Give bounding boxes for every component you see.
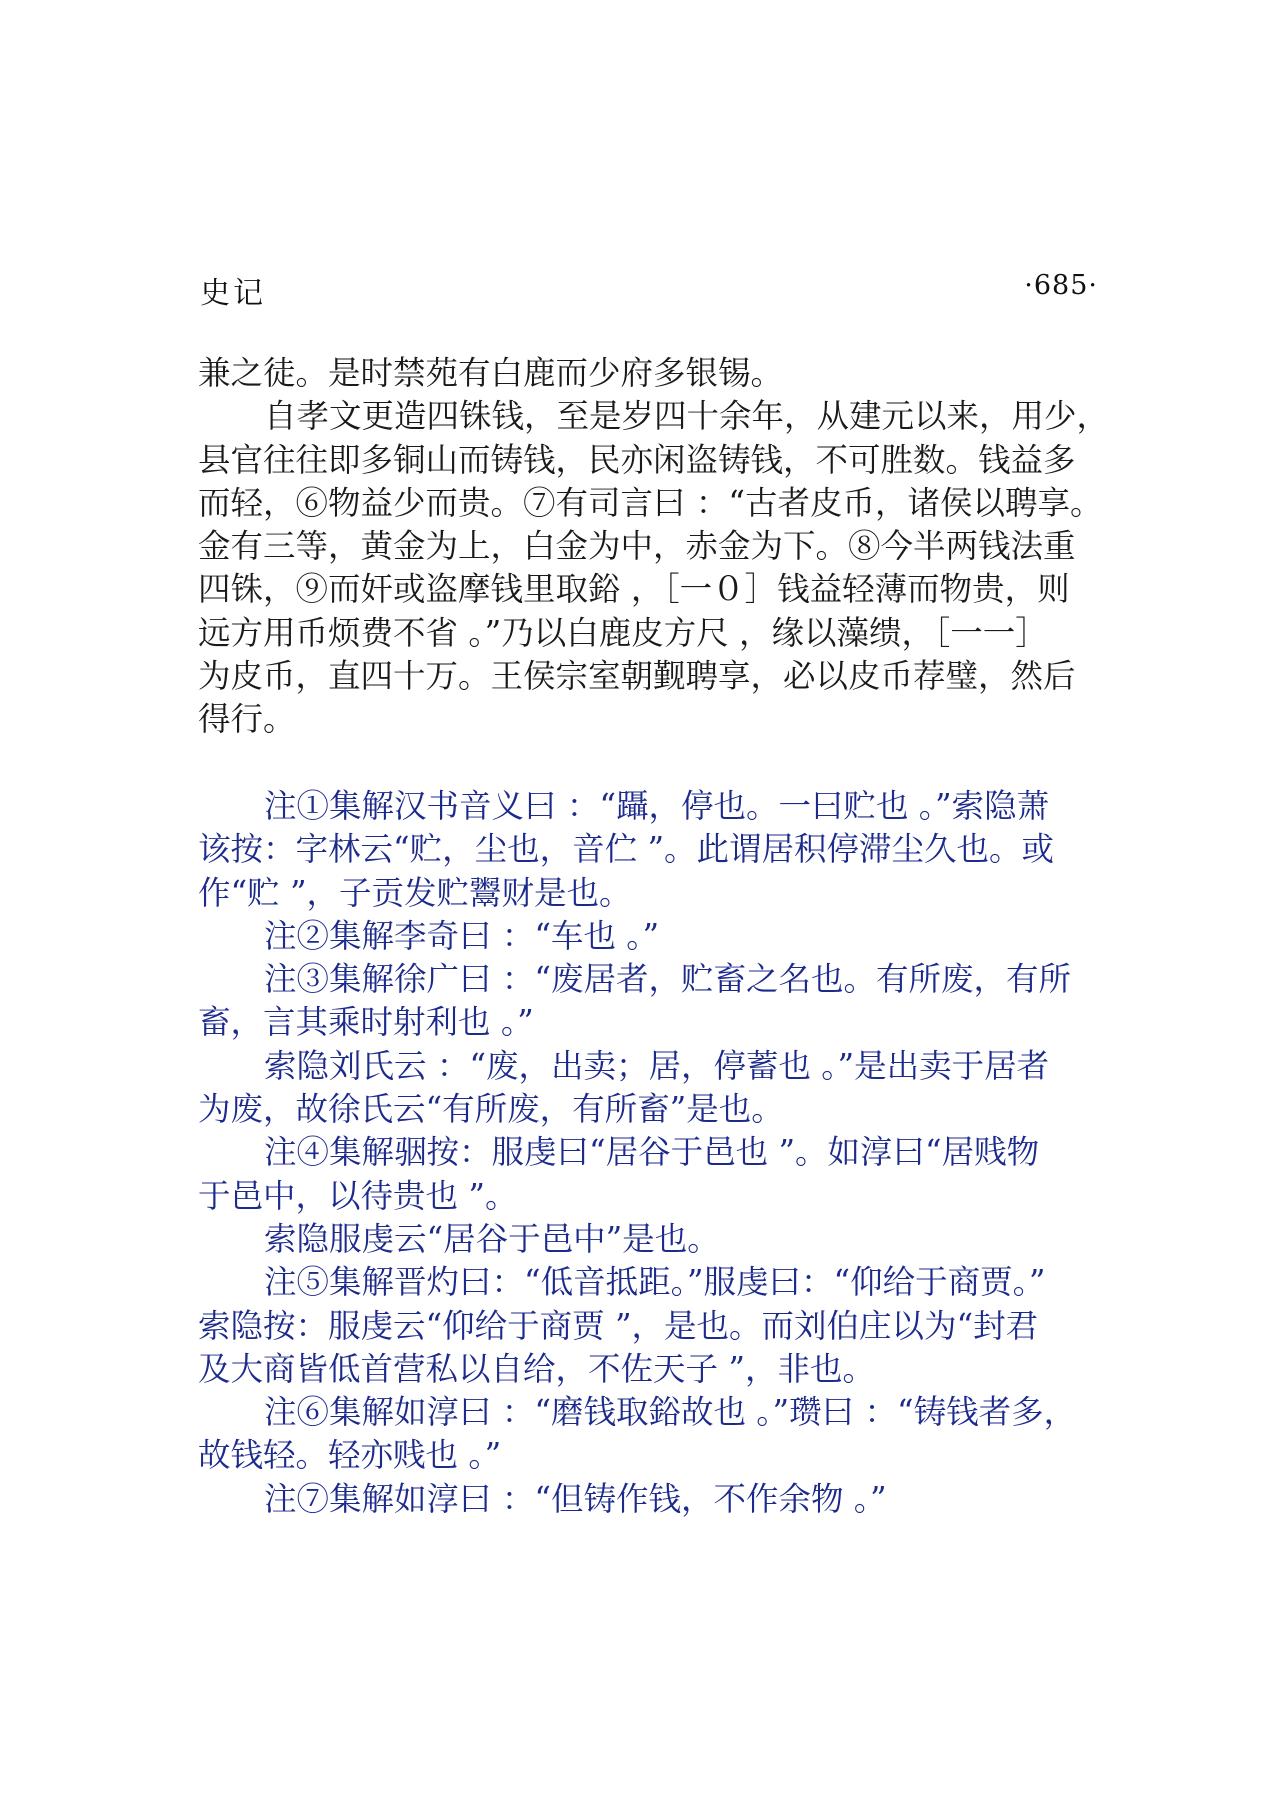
note-line: 索隐刘氏云 ：“废，出卖；居，停蓄也 。”是出卖于居者 [264, 1046, 1050, 1085]
note-line: 作“贮 ”，子贡发贮鬻财是也。 [198, 873, 632, 912]
main-text-line: 为皮币，直四十万。王侯宗室朝觐聘享，必以皮币荐璧，然后 [198, 657, 1076, 696]
note-line: 注⑤集解晋灼曰：“低音抵距。”服虔曰：“仰给于商贾。” [264, 1263, 1046, 1302]
note-line: 为废，故徐氏云“有所废，有所畜”是也。 [198, 1090, 784, 1129]
main-text [198, 352, 1118, 742]
main-text-line: 四铢，⑨而奸或盗摩钱里取鋊 ，［一０］钱益轻薄而物贵，则 [198, 570, 1070, 609]
note-line: 注③集解徐广曰 ：“废居者，贮畜之名也。有所废，有所 [264, 960, 1071, 999]
note-line: 索隐按：服虔云“仰给于商贾 ”，是也。而刘伯庄以为“封君 [198, 1306, 1039, 1345]
main-text-line: 得行。 [198, 700, 296, 739]
main-text-line: 远方用币烦费不省 。”乃以白鹿皮方尺 ，缘以藻缋，［一一］ [198, 613, 1048, 652]
main-text-line: 县官往往即多铜山而铸钱，民亦闲盗铸钱，不可胜数。钱益多 [198, 440, 1076, 479]
note-line: 注⑦集解如淳曰 ：“但铸作钱，不作余物 。” [264, 1479, 887, 1518]
note-line: 注④集解骃按：服虔曰“居谷于邑也 ”。如淳曰“居贱物 [264, 1133, 1040, 1172]
main-text-line: 自孝文更造四铢钱，至是岁四十余年，从建元以来，用少， [264, 397, 1110, 436]
note-line: 索隐服虔云“居谷于邑中”是也。 [264, 1219, 720, 1258]
main-text-line: 而轻，⑥物益少而贵。⑦有司言曰 ：“古者皮币，诸侯以聘享。 [198, 483, 1103, 522]
note-line: 故钱轻。轻亦贱也 。” [198, 1436, 502, 1475]
annotations [198, 785, 1118, 1521]
page-header [200, 268, 1098, 318]
book-title: 史记 [200, 276, 266, 311]
note-line: 畜，言其乘时射利也 。” [198, 1003, 534, 1042]
note-line: 该按：字林云“贮，尘也，音伫 ”。此谓居积停滞尘久也。或 [198, 830, 1055, 869]
page-number: ·685· [1024, 270, 1098, 301]
note-line: 注①集解汉书音义曰 ：“躡，停也。一曰贮也 。”索隐萧 [264, 787, 1050, 825]
main-text-line: 兼之徒。是时禁苑有白鹿而少府多银锡。 [198, 354, 784, 392]
note-line: 及大商皆低首营私以自给，不佐天子 ”，非也。 [198, 1349, 875, 1388]
note-line: 注⑥集解如淳曰 ：“磨钱取鋊故也 。”瓒曰 ：“铸钱者多， [264, 1393, 1077, 1432]
note-line: 于邑中，以待贵也 ”。 [198, 1176, 518, 1215]
main-text-line: 金有三等，黄金为上，白金为中，赤金为下。⑧今半两钱法重 [198, 527, 1076, 566]
note-line: 注②集解李奇曰 ：“车也 。” [264, 916, 660, 955]
